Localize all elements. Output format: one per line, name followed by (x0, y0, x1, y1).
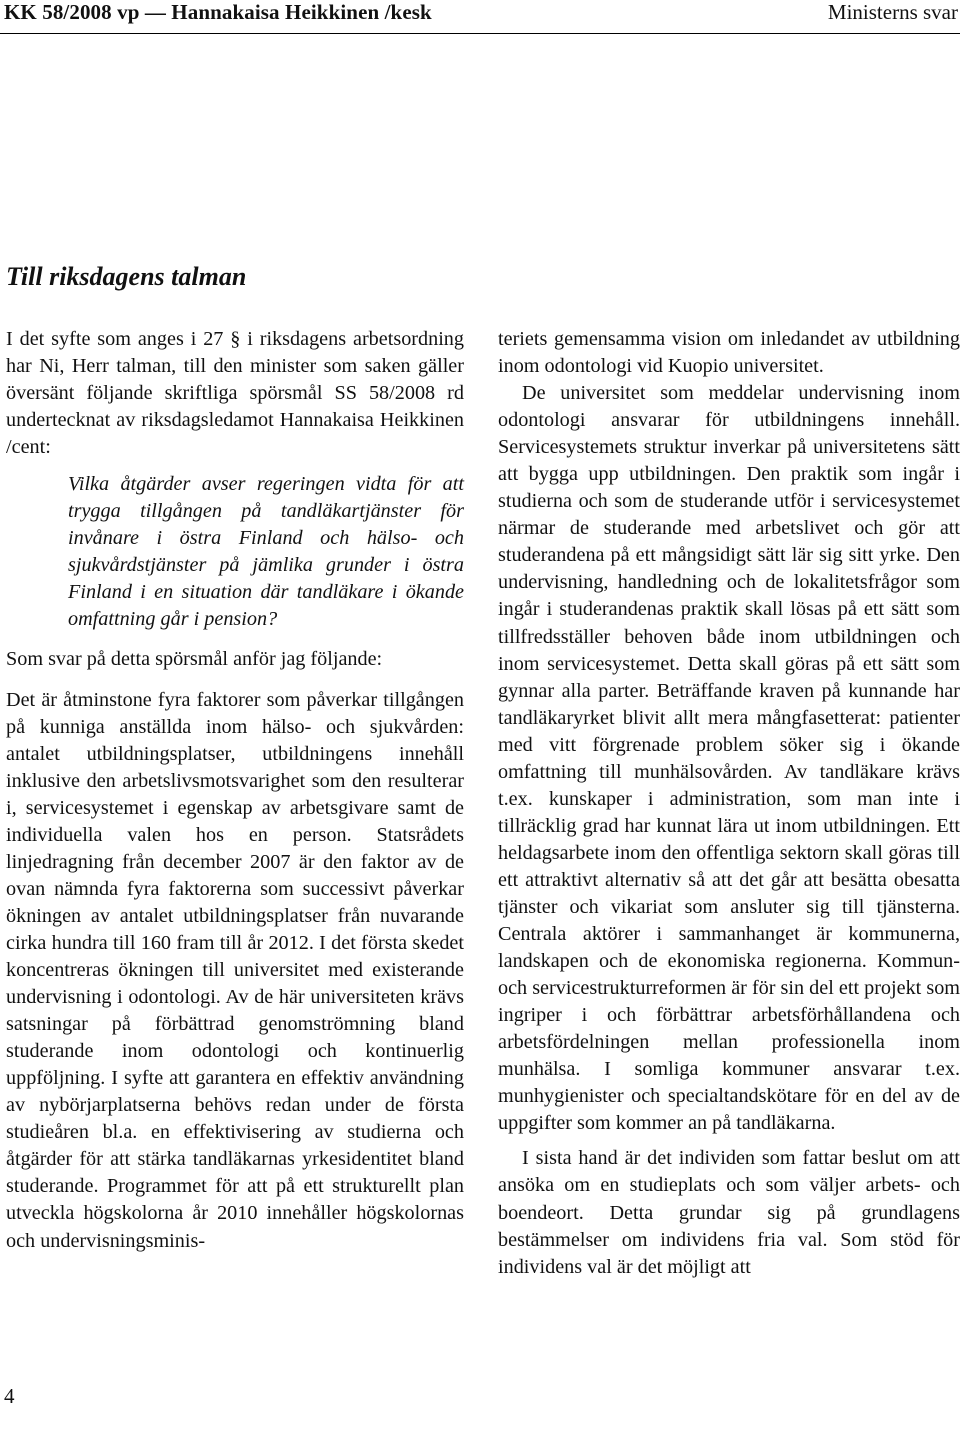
intro-paragraph: I det syfte som anges i 27 § i riksdagens arbetsordning har Ni, Herr talman, till den minister som saken gäller översänt följande skriftliga spörsmål SS 58/2008 rd undertecknat av riksdagsledamot Hannakaisa Heikkinen /cent: (6, 328, 464, 459)
universities-paragraph: De universitet som meddelar undervisning inom odontologi ansvarar för utbildningens innehåll. Servicesystemets struktur inverkar på universitetens sätt att bygga upp utbildningen. Den praktik som ingår i studierna och som de studerande utför i servicesystemet närmar de studerande med arbetslivet och gör att studerandena på ett mångsidigt sätt lär sig sitt yrke. Den undervisning, handledning och de lokalitetsfrågor som ingår i studerandenas praktik skall lösas på ett sätt som tillfredsställer behoven både inom utbildningen och inom servicesystemet. Detta skall göras på ett sätt som gynnar alla parter. Beträffande kraven på kunnande har tandläkaryrket blivit allt mera mångfasetterat: patienter med vitt förgrenade problem söker sig i ökande omfattning till munhälsovården. Av tandläkare krävs t.ex. kunskaper i administration, som man inte i tillräcklig grad har kunnat lära ut inom utbildningen. Ett heldagsarbete inom den offentliga sektorn skall göras till ett attraktivt alternativ så att det går att besätta obesatta tjänster och vikariat som ansluter sig till tjänsterna. Centrala aktörer i sammanhanget är kommunerna, landskapen och de ekonomiska regionerna. Kommun- och servicestrukturreformen är för sin del ett projekt som ingriper i och förbättrar arbetsförhållandena och arbetsfördelningen mellan professionella inom munhälsa. I somliga kommuner ansvarar t.ex. munhygienister och specialtandskötare för en del av de uppgifter som kommer an på tandläkarna. (498, 382, 960, 1135)
page-title: Till riksdagens talman (6, 262, 247, 291)
question-quote: Vilka åtgärder avser regeringen vidta för att trygga tillgången på tandläkartjänster för invånare i östra Finland och hälso- och sjukvårdstjänster på jämlika grunder i östra Finland i en situation där tandläkare i ökande omfattning går i pension? (68, 473, 464, 631)
continued-paragraph: teriets gemensamma vision om inledandet av utbildning inom odontologi vid Kuopio universitet. (498, 328, 960, 378)
right-column (498, 326, 960, 1281)
header-document-reference: KK 58/2008 vp — Hannakaisa Heikkinen /kesk (4, 0, 432, 24)
answer-lead: Som svar på detta spörsmål anför jag följande: (6, 647, 383, 670)
answer-paragraph: Det är åtminstone fyra faktorer som påverkar tillgången på kunniga anställda inom hälso- och sjukvården: antalet utbildningsplatser, utbildningens innehåll inklusive den arbetslivsmotsvarighet som den resulterar i, servicesystemet i egenskap av arbetsgivare samt de individuella valen hos en person. Statsrådets linjedragning från december 2007 är den faktor av de ovan nämnda fyra faktorerna som successivt påverkar ökningen av antalet utbildningsplatser från nuvarande cirka hundra till 160 fram till år 2012. I det första skedet koncentreras ökningen till universitet med existerande undervisning i odontologi. Av de här universiteten krävs satsningar på förbättrad genomströmning bland studerande inom odontologi och kontinuerlig uppföljning. I syfte att garantera en effektiv användning av nybörjarplatserna behövs redan under de första studieåren bl.a. en effektivisering av studierna och åtgärder för att stärka tandläkarnas yrkesidentitet bland studerande. Programmet för att på ett strukturellt plan utveckla högskolorna år 2010 innehåller högskolornas och undervisningsminis- (6, 688, 464, 1252)
page-number: 4 (4, 1384, 15, 1408)
header-section-label: Ministerns svar (827, 0, 958, 24)
left-column (6, 326, 464, 1255)
individual-choice-paragraph: I sista hand är det individen som fattar beslut om att ansöka om en studieplats och som väljer arbets- och boendeort. Detta grundar sig på grundlagens bestämmelser om individens fria val. Som stöd för individens val är det möjligt att (498, 1147, 960, 1278)
running-header (0, 0, 960, 34)
